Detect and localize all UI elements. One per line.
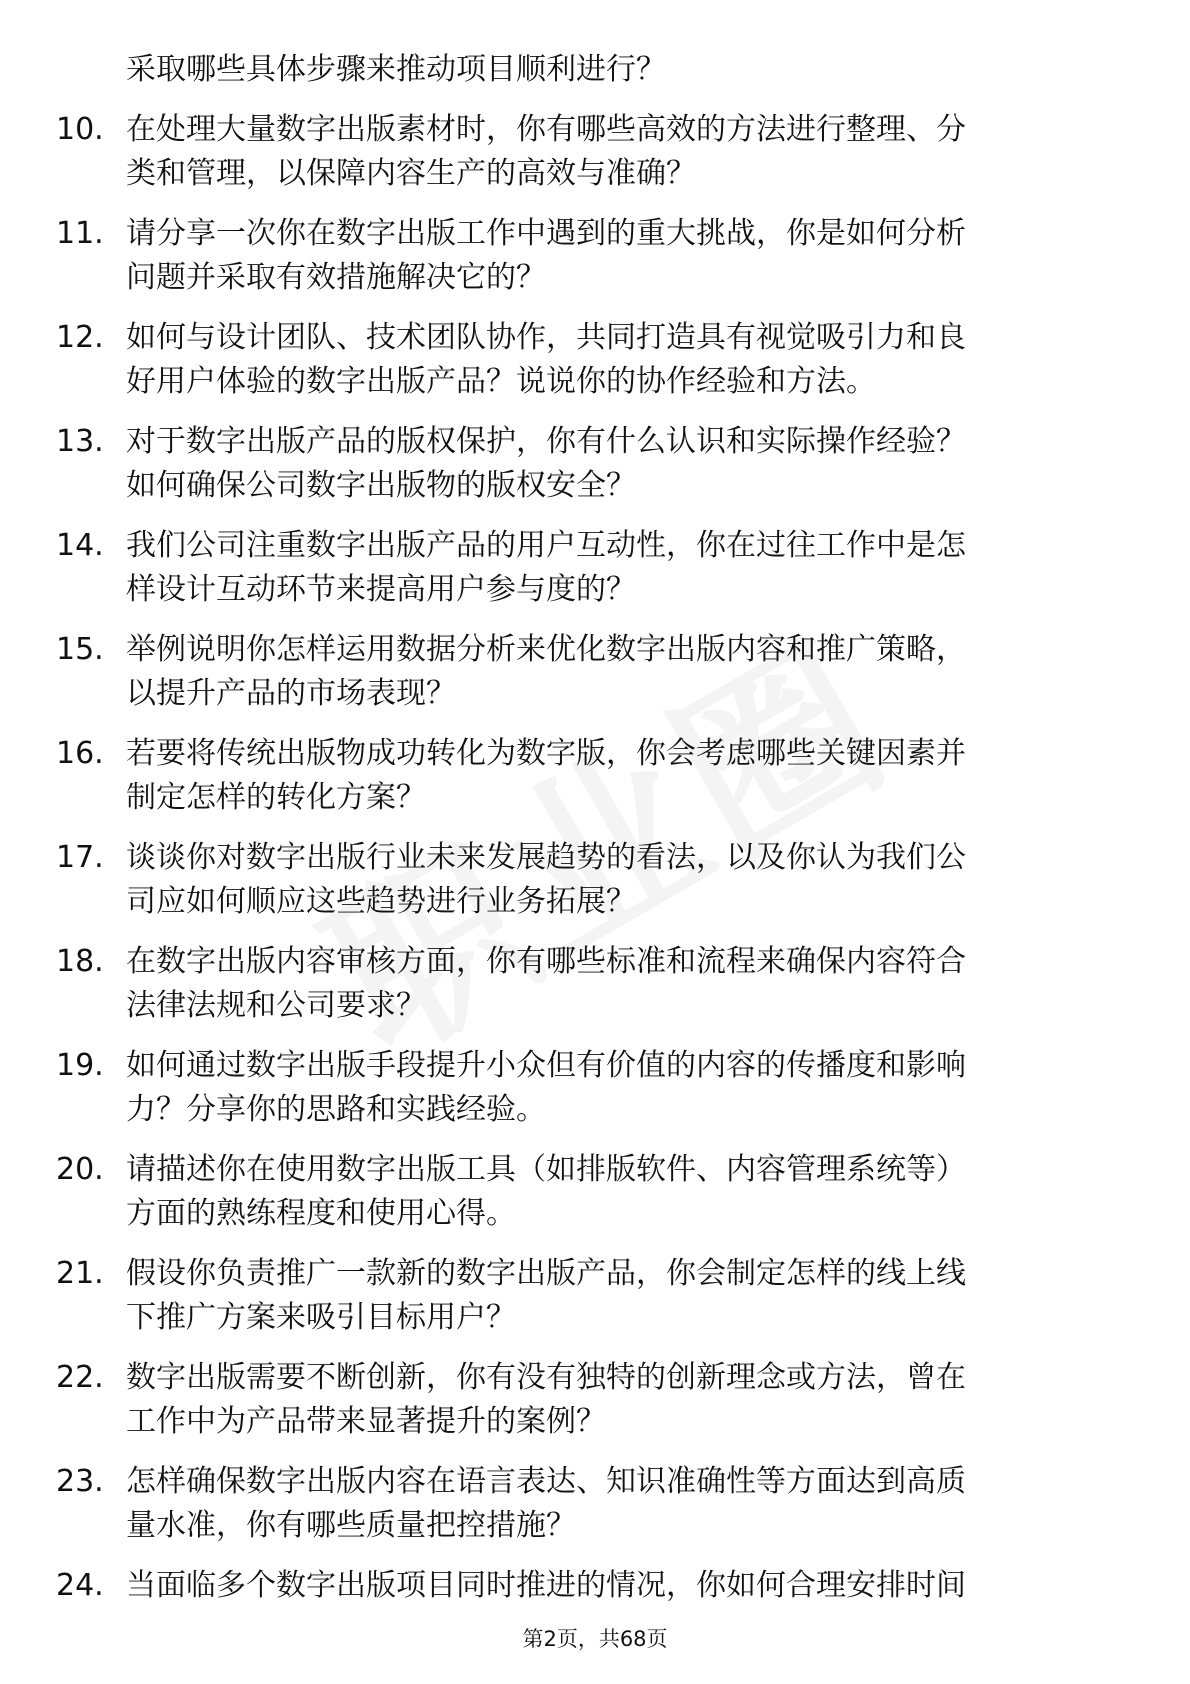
question-text [126,940,1126,1028]
question-text-line: 工作中为产品带来显著提升的案例？ [126,1404,606,1439]
question-text [126,420,1126,508]
question-number: 11. [56,216,104,251]
question-item [0,108,1190,212]
question-text-line: 力？分享你的思路和实践经验。 [126,1092,546,1127]
question-text-line: 司应如何顺应这些趋势进行业务拓展？ [126,884,636,919]
question-text-line: 假设你负责推广一款新的数字出版产品，你会制定怎样的线上线 [126,1256,966,1291]
question-number: 22. [56,1360,104,1395]
question-number: 10. [56,112,104,147]
question-text-line: 制定怎样的转化方案？ [126,780,426,815]
question-text [126,212,1126,300]
question-text-line: 怎样确保数字出版内容在语言表达、知识准确性等方面达到高质 [126,1464,966,1499]
question-text-line: 量水准，你有哪些质量把控措施？ [126,1508,576,1543]
question-item [0,1356,1190,1460]
page-footer: 第2页，共68页 [522,1627,668,1651]
question-number: 12. [56,320,104,355]
question-text-line: 如何通过数字出版手段提升小众但有价值的内容的传播度和影响 [126,1048,966,1083]
question-text [126,316,1126,404]
question-text-line: 如何与设计团队、技术团队协作，共同打造具有视觉吸引力和良 [126,320,966,355]
question-text [126,1252,1126,1340]
question-list [0,108,1190,1668]
question-text-line: 对于数字出版产品的版权保护，你有什么认识和实际操作经验？ [126,424,966,459]
question-text-line: 举例说明你怎样运用数据分析来优化数字出版内容和推广策略， [126,632,966,667]
question-text-line: 请分享一次你在数字出版工作中遇到的重大挑战，你是如何分析 [126,216,966,251]
question-text [126,1148,1126,1236]
question-text [126,1460,1126,1548]
question-text-line: 当面临多个数字出版项目同时推进的情况，你如何合理安排时间 [126,1568,966,1603]
question-text-line: 如何确保公司数字出版物的版权安全？ [126,468,636,503]
question-number: 24. [56,1568,104,1603]
question-text [126,628,1126,716]
question-text [126,1044,1126,1132]
question-item [0,940,1190,1044]
question-text-line: 数字出版需要不断创新，你有没有独特的创新理念或方法，曾在 [126,1360,966,1395]
question-item [0,316,1190,420]
question-text-line: 问题并采取有效措施解决它的？ [126,260,546,295]
question-text-line: 请描述你在使用数字出版工具（如排版软件、内容管理系统等） [126,1152,966,1187]
question-number: 17. [56,840,104,875]
question-item [0,628,1190,732]
question-number: 16. [56,736,104,771]
question-number: 21. [56,1256,104,1291]
question-text-line: 在数字出版内容审核方面，你有哪些标准和流程来确保内容符合 [126,944,966,979]
question-text-line: 谈谈你对数字出版行业未来发展趋势的看法，以及你认为我们公 [126,840,966,875]
question-text-line: 下推广方案来吸引目标用户？ [126,1300,516,1335]
question-text-line: 好用户体验的数字出版产品？说说你的协作经验和方法。 [126,364,876,399]
question-number: 23. [56,1464,104,1499]
question-item [0,1252,1190,1356]
question-item [0,524,1190,628]
question-item [0,1148,1190,1252]
question-text [126,1356,1126,1444]
question-text-line: 法律法规和公司要求？ [126,988,426,1023]
question-text-line: 样设计互动环节来提高用户参与度的？ [126,572,636,607]
question-number: 18. [56,944,104,979]
question-item [0,212,1190,316]
question-item [0,836,1190,940]
question-text [126,836,1126,924]
question-text-line: 类和管理，以保障内容生产的高效与准确？ [126,156,696,191]
question-item [0,1044,1190,1148]
question-item [0,732,1190,836]
question-text [126,524,1126,612]
question-number: 15. [56,632,104,667]
question-text-line: 以提升产品的市场表现？ [126,676,456,711]
question-item [0,420,1190,524]
question-item [0,1460,1190,1564]
question-text [126,732,1126,820]
question-number: 14. [56,528,104,563]
question-text [126,108,1126,196]
question-text [126,1564,1126,1608]
continuation-line: 采取哪些具体步骤来推动项目顺利进行？ [126,52,666,87]
question-text-line: 在处理大量数字出版素材时，你有哪些高效的方法进行整理、分 [126,112,966,147]
question-text-line: 我们公司注重数字出版产品的用户互动性，你在过往工作中是怎 [126,528,966,563]
question-number: 20. [56,1152,104,1187]
question-number: 19. [56,1048,104,1083]
question-number: 13. [56,424,104,459]
question-text-line: 方面的熟练程度和使用心得。 [126,1196,516,1231]
question-text-line: 若要将传统出版物成功转化为数字版，你会考虑哪些关键因素并 [126,736,966,771]
